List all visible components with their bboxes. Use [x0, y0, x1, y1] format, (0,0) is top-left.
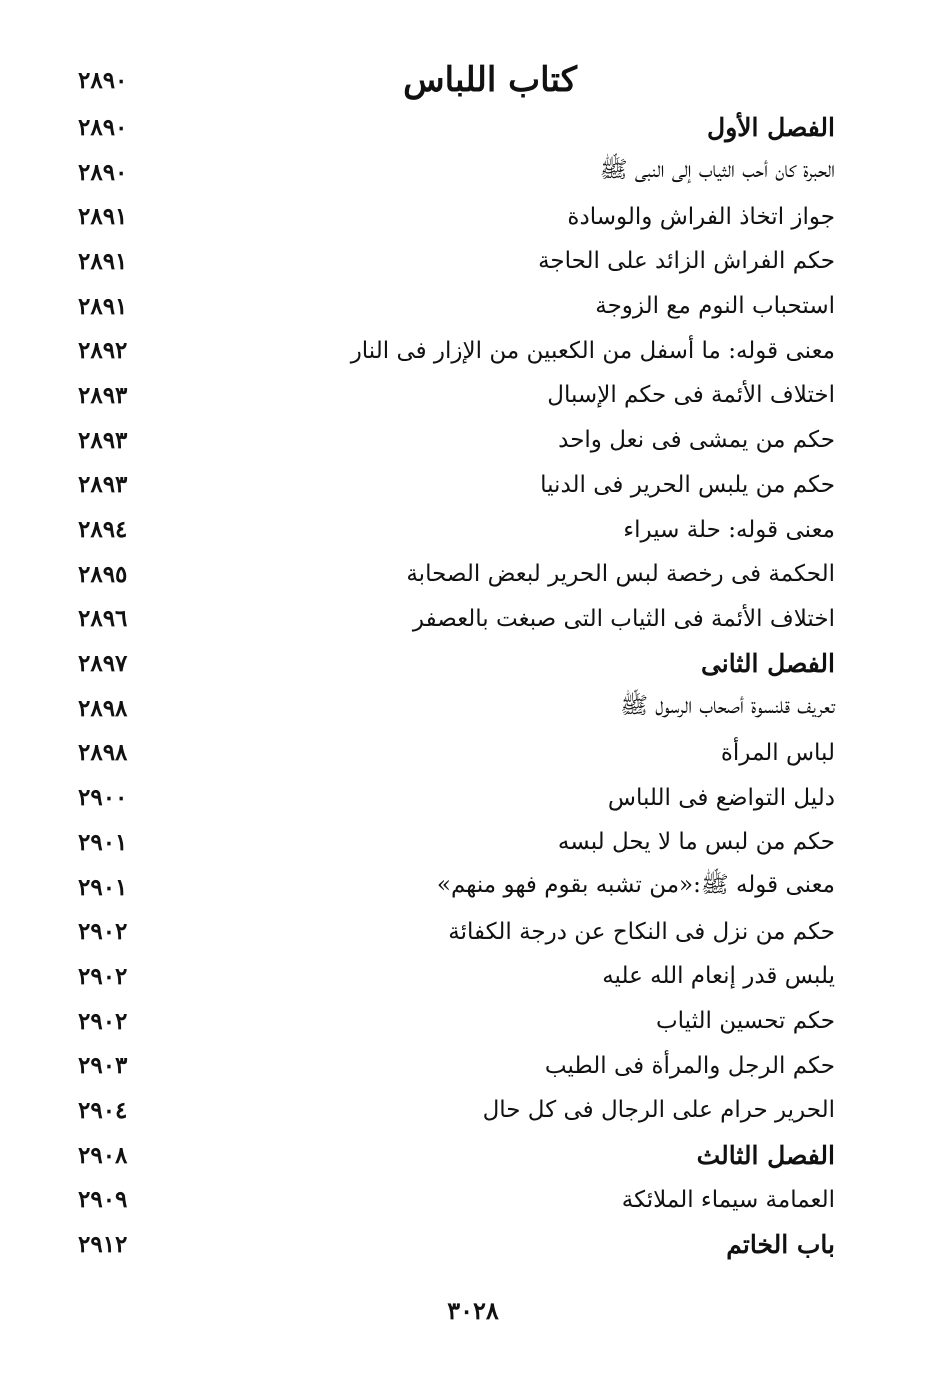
toc-entry: [78, 507, 835, 552]
toc-page-number: ٢٩٠٣: [78, 1052, 128, 1080]
toc-entry-title: حكم الفراش الزائد على الحاجة: [538, 248, 835, 275]
toc-entry-title: الحرير حرام على الرجال فى كل حال: [482, 1097, 835, 1124]
toc-page-number: ٢٩٠١: [78, 828, 128, 856]
toc-entry-title: الفصل الثانى: [700, 649, 835, 679]
toc-entry-title: حكم تحسين الثياب: [655, 1008, 835, 1035]
toc-page-number: ٢٨٩٨: [78, 739, 128, 767]
toc-page-number: ٢٩٠٢: [78, 1007, 128, 1035]
toc-page-number: ٢٨٩٥: [78, 560, 128, 588]
toc-entry-title: حكم الرجل والمرأة فى الطيب: [544, 1052, 835, 1079]
toc-entry-title: يلبس قدر إنعام الله عليه: [602, 963, 835, 990]
toc-page-number: ٢٩١٢: [78, 1231, 128, 1259]
toc-entry-title: الفصل الأول: [707, 112, 835, 142]
toc-entry-title: الفصل الثالث: [696, 1140, 835, 1170]
toc-entry: [78, 909, 835, 954]
toc-entry-title: حكم من لبس ما لا يحل لبسه: [557, 829, 835, 856]
toc-entry-title: جواز اتخاذ الفراش والوسادة: [567, 203, 835, 230]
toc-entry: [78, 552, 835, 597]
toc-page-number: ٢٨٩٢: [78, 337, 128, 365]
toc-section-heading: [78, 1133, 835, 1178]
toc-entry-title: معنى قوله ﷺ:«من تشبه بقوم فهو منهم»: [436, 872, 835, 899]
toc-entry: [78, 328, 835, 373]
toc-section-heading: [78, 641, 835, 686]
toc-entry-title: العمامة سيماء الملائكة: [621, 1186, 835, 1213]
toc-entry-title: الحكمة فى رخصة لبس الحرير لبعض الصحابة: [406, 561, 835, 588]
book-title: كتاب اللباس: [403, 60, 577, 100]
toc-entry-title: باب الخاتم: [726, 1230, 835, 1260]
toc-entry: [78, 1178, 835, 1223]
toc-entry-title: استحباب النوم مع الزوجة: [595, 293, 835, 320]
toc-page-number: ٢٨٩٠: [78, 113, 128, 141]
toc-page-number: ٢٨٩٣: [78, 426, 128, 454]
toc-entry: [78, 597, 835, 642]
toc-page-number: ٢٩٠٢: [78, 962, 128, 990]
toc-page-number: ٢٩٠٠: [78, 784, 128, 812]
toc-entry: [78, 194, 835, 239]
toc-page-number: ٢٨٩٣: [78, 471, 128, 499]
toc-entry: [78, 284, 835, 329]
book-title-page-number: ٢٨٩٠: [78, 67, 128, 94]
toc-page-number: ٢٩٠٢: [78, 918, 128, 946]
toc-entry: [78, 731, 835, 776]
toc-page-number: ٢٨٩٠: [78, 158, 128, 186]
toc-entry-title: دليل التواضع فى اللباس: [607, 784, 835, 811]
toc-entry: [78, 1088, 835, 1133]
toc-page-number: ٢٩٠٨: [78, 1141, 128, 1169]
toc-entry-title: معنى قوله: ما أسفل من الكعبين من الإزار فى النار: [350, 337, 835, 364]
toc-entry: [78, 239, 835, 284]
toc-entry-title: حكم من يلبس الحرير فى الدنيا: [540, 471, 835, 498]
toc-entry-title: حكم من يمشى فى نعل واحد: [558, 427, 835, 454]
toc-page-number: ٢٨٩٦: [78, 605, 128, 633]
toc-entry: [78, 1043, 835, 1088]
toc-page-number: ٢٨٩١: [78, 247, 128, 275]
toc-entry-title: لباس المرأة: [720, 739, 835, 766]
toc-entry: [78, 775, 835, 820]
toc-entry: [78, 865, 835, 910]
toc-entry: [78, 820, 835, 865]
toc-page-number: ٢٩٠٤: [78, 1096, 128, 1124]
toc-entry-title: اختلاف الأئمة فى الثياب التى صبغت بالعصفر: [412, 605, 835, 632]
toc-page-number: ٢٨٩١: [78, 292, 128, 320]
toc-page-number: ٢٨٩٨: [78, 694, 128, 722]
toc-page-number: ٢٨٩٣: [78, 381, 128, 409]
toc-page-number: ٢٩٠١: [78, 873, 128, 901]
toc-page-number: ٢٨٩٤: [78, 516, 128, 544]
toc-entry-title: تعريف قلنسوة أصحاب الرسول ﷺ: [620, 693, 835, 720]
toc-page-number: ٢٩٠٩: [78, 1186, 128, 1214]
toc-entry: [78, 999, 835, 1044]
toc-entry-title: الحبرة كان أحب الثياب إلى النبى ﷺ: [599, 157, 835, 184]
toc-entry: [78, 954, 835, 999]
toc-entry: [78, 150, 835, 195]
toc-entry-title: معنى قوله: حلة سيراء: [623, 516, 835, 543]
toc-entry: [78, 373, 835, 418]
toc-entry: [78, 463, 835, 508]
toc-entry-title: اختلاف الأئمة فى حكم الإسبال: [547, 382, 835, 409]
toc-section-heading: [78, 1222, 835, 1267]
page-number: ٣٠٢٨: [447, 1296, 499, 1325]
toc-entry: [78, 686, 835, 731]
toc-entry: [78, 418, 835, 463]
toc-page-number: ٢٨٩٧: [78, 650, 128, 678]
toc-entry-title: حكم من نزل فى النكاح عن درجة الكفائة: [448, 918, 835, 945]
table-of-contents: [78, 105, 835, 1267]
toc-section-heading: [78, 105, 835, 150]
toc-page-number: ٢٨٩١: [78, 203, 128, 231]
